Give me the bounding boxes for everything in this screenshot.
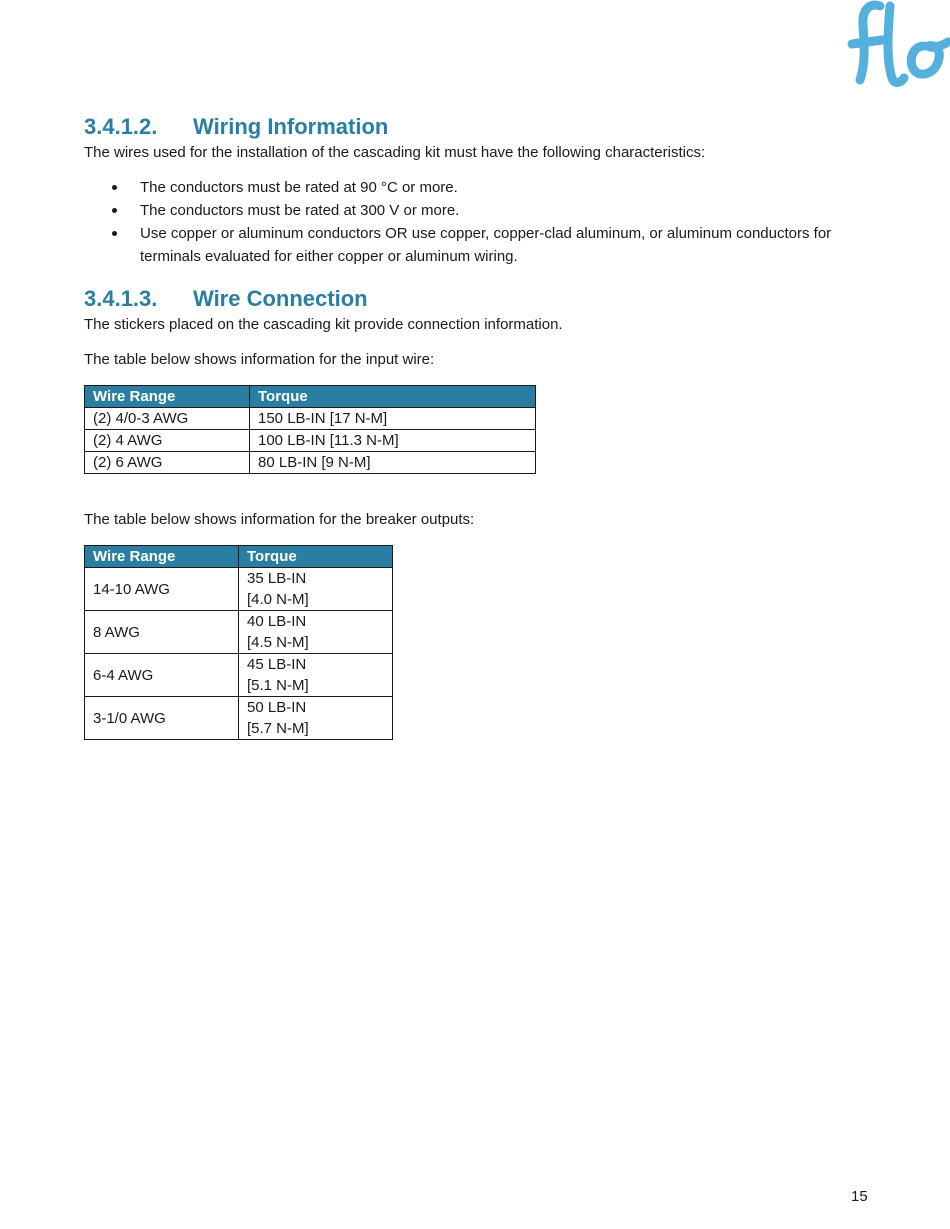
wiring-intro: The wires used for the installation of the cascading kit must have the following characteristics:	[84, 144, 706, 161]
list-item	[84, 199, 864, 222]
page-number: 15	[851, 1188, 868, 1205]
output-table-intro: The table below shows information for the breaker outputs:	[84, 511, 475, 528]
flo-logo	[846, 0, 950, 92]
section-title: Wire Connection	[193, 286, 368, 311]
column-header: Torque	[250, 386, 536, 408]
torque-imperial: 40 LB-IN	[247, 613, 307, 630]
wire-range-cell: 3-1/0 AWG	[85, 697, 239, 740]
column-header: Torque	[239, 546, 393, 568]
column-header: Wire Range	[85, 546, 239, 568]
list-item-text: The conductors must be rated at 300 V or more.	[140, 202, 460, 219]
section-number: 3.4.1.3.	[84, 286, 158, 311]
table-header-row	[85, 386, 536, 408]
section-heading-connection	[84, 284, 864, 314]
torque-metric: [4.0 N-M]	[247, 591, 309, 608]
torque-imperial: 50 LB-IN	[247, 699, 307, 716]
wire-range-cell: 14-10 AWG	[85, 568, 239, 611]
wire-range-cell: (2) 4 AWG	[85, 430, 250, 452]
table-row	[85, 568, 393, 611]
torque-metric: [5.7 N-M]	[247, 720, 309, 737]
table-row	[85, 697, 393, 740]
torque-imperial: 35 LB-IN	[247, 570, 307, 587]
torque-cell: 100 LB-IN [11.3 N-M]	[250, 430, 536, 452]
section-title: Wiring Information	[193, 114, 389, 139]
connection-intro: The stickers placed on the cascading kit provide connection information.	[84, 316, 563, 333]
torque-cell	[239, 697, 393, 740]
column-header: Wire Range	[85, 386, 250, 408]
table-row	[85, 430, 536, 452]
table-row	[85, 654, 393, 697]
wire-range-cell: 6-4 AWG	[85, 654, 239, 697]
list-item-text: The conductors must be rated at 90 °C or more.	[140, 179, 458, 196]
table-row	[85, 611, 393, 654]
page-content	[84, 112, 864, 740]
torque-cell: 150 LB-IN [17 N-M]	[250, 408, 536, 430]
bullet-icon	[112, 185, 117, 190]
bullet-icon	[112, 208, 117, 213]
torque-cell: 80 LB-IN [9 N-M]	[250, 452, 536, 474]
torque-metric: [4.5 N-M]	[247, 634, 309, 651]
table-row	[85, 408, 536, 430]
wire-range-cell: (2) 6 AWG	[85, 452, 250, 474]
torque-imperial: 45 LB-IN	[247, 656, 307, 673]
torque-cell	[239, 568, 393, 611]
table-header-row	[85, 546, 393, 568]
torque-metric: [5.1 N-M]	[247, 677, 309, 694]
section-number: 3.4.1.2.	[84, 114, 158, 139]
list-item	[84, 176, 864, 199]
input-wire-table	[84, 385, 536, 474]
torque-cell	[239, 654, 393, 697]
table-row	[85, 452, 536, 474]
list-item	[84, 222, 864, 268]
wiring-requirements-list	[84, 176, 864, 268]
wire-range-cell: 8 AWG	[85, 611, 239, 654]
breaker-output-table	[84, 545, 393, 740]
wire-range-cell: (2) 4/0-3 AWG	[85, 408, 250, 430]
list-item-text: Use copper or aluminum conductors OR use copper, copper-clad aluminum, or aluminum conductors for terminals evaluated for either copper or aluminum wiring.	[140, 225, 832, 265]
bullet-icon	[112, 231, 117, 236]
torque-cell	[239, 611, 393, 654]
section-heading-wiring	[84, 112, 864, 142]
input-table-intro: The table below shows information for the input wire:	[84, 351, 435, 368]
